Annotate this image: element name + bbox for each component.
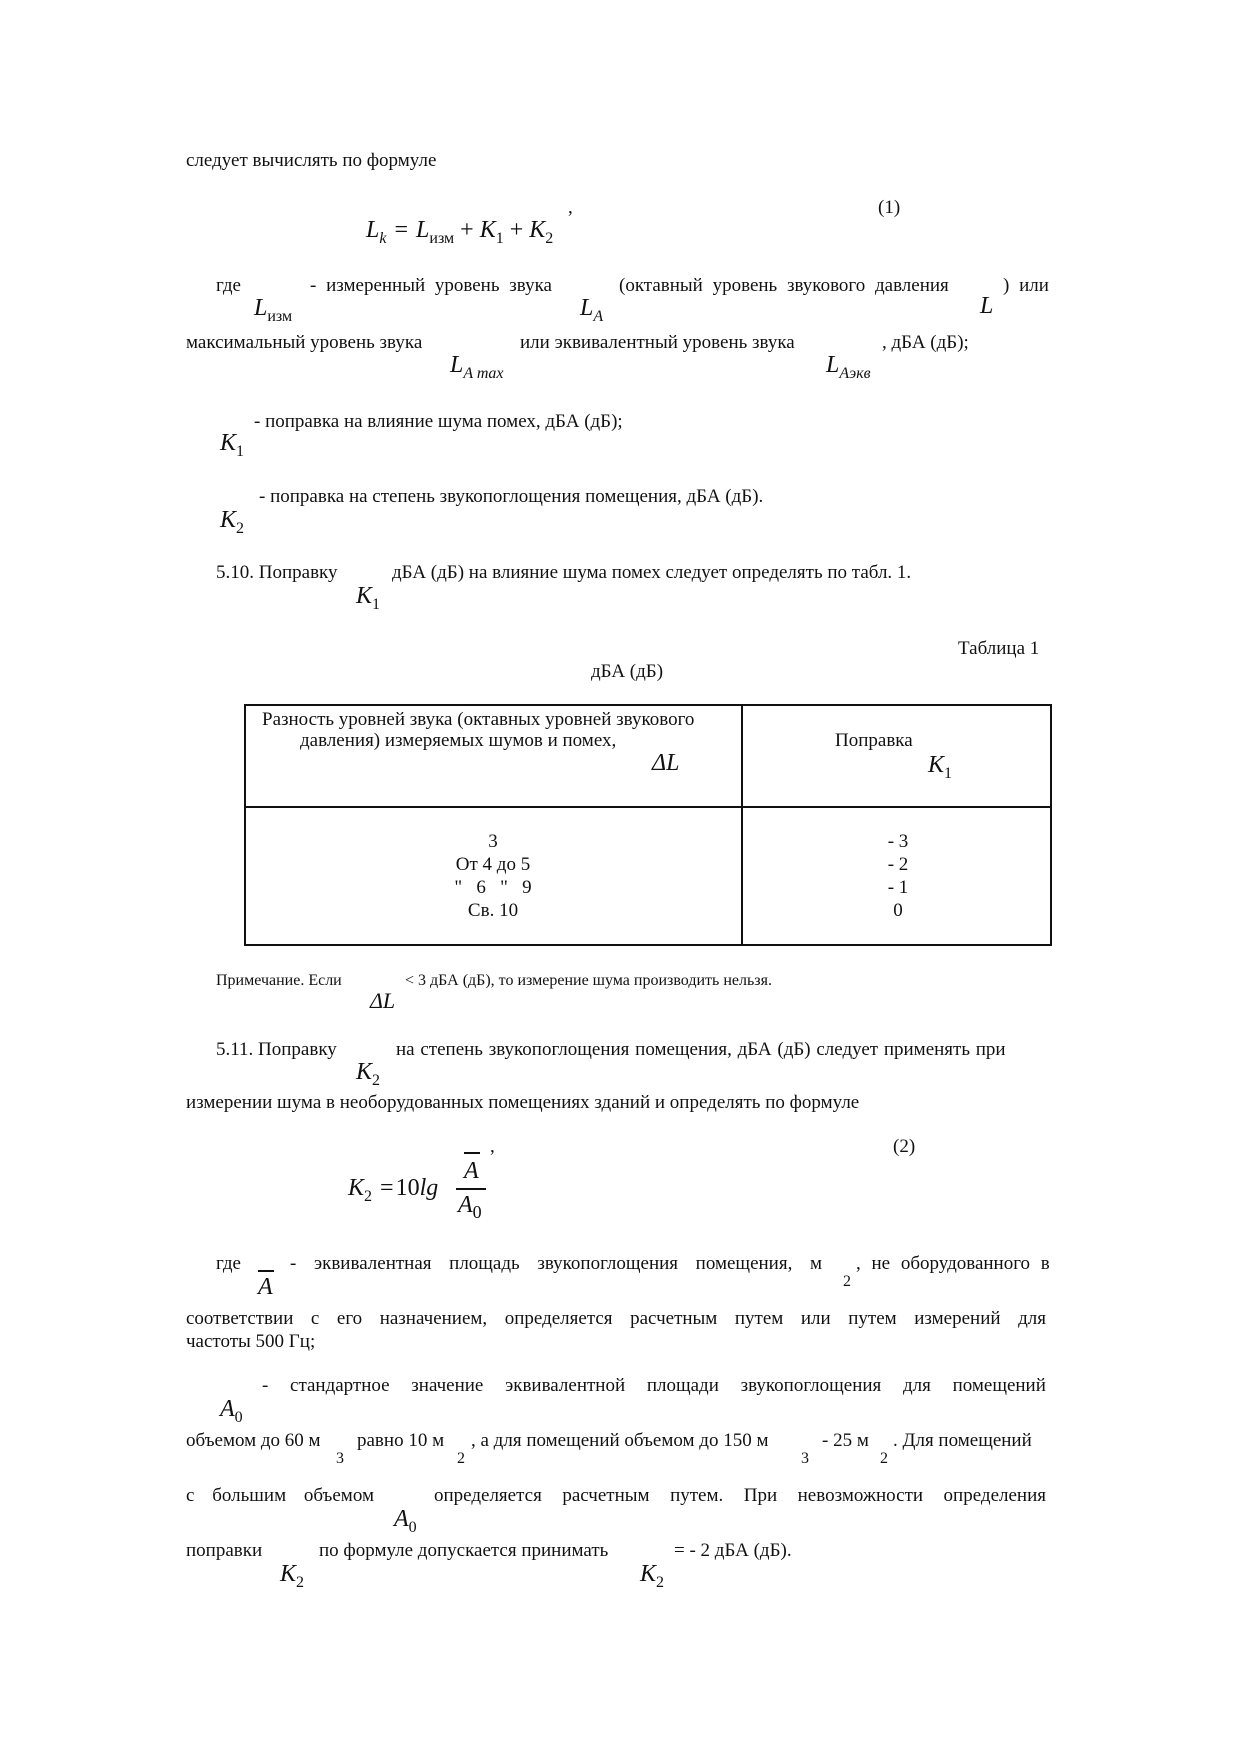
where1-octave: (октавный уровень звукового давления [619, 275, 949, 296]
where1-ili: ) или [1003, 275, 1049, 296]
sym-A0b-A: A [394, 1506, 409, 1532]
p511-b: на степень звукопоглощения помещения, дБА (дБ) следует применять при [396, 1039, 1006, 1060]
sym-K2a-K: K [220, 507, 237, 533]
where2-gde: где [216, 1253, 241, 1274]
formula-2-number: (2) [893, 1136, 916, 1157]
table-header-K1 [928, 752, 953, 782]
sym-K2b-idx: 2 [372, 1072, 381, 1089]
table-left-value: Св. 10 [467, 900, 519, 921]
table-K1-K: K [928, 752, 945, 778]
a0-line2-c: , а для помещений объемом до 150 м [471, 1430, 769, 1451]
table-K1-idx: 1 [944, 765, 953, 782]
formula-2-fraction-line [456, 1188, 486, 1190]
a0-w: звукопоглощения [740, 1375, 882, 1396]
table-right-value: - 2 [887, 854, 909, 875]
a0-l3: с [186, 1485, 195, 1506]
a0-line4-b: по формуле допускается принимать [319, 1540, 609, 1561]
sym-K1a-idx: 1 [236, 443, 245, 460]
a0-w: эквивалентной [505, 1375, 626, 1396]
f2-A0-zero: 0 [472, 1202, 482, 1222]
sym-LAmax-L: L [450, 352, 464, 378]
p511-a: 5.11. Поправку [216, 1039, 337, 1060]
f2-denominator [458, 1192, 482, 1222]
sym-A0a-A: A [220, 1396, 235, 1422]
sym-A0b-zero: 0 [408, 1519, 417, 1536]
a0-l3: определяется [434, 1485, 542, 1506]
table-header-right: Поправка [835, 730, 913, 751]
sym-K2d-K: K [640, 1561, 657, 1587]
symbol-L-A [580, 295, 604, 325]
where1-dba: , дБА (дБ); [882, 332, 969, 353]
table-header-delta: ΔL [652, 750, 680, 776]
a0-line2-sup2a: 2 [457, 1450, 465, 1467]
a0-w: - [262, 1375, 269, 1396]
formula-1 [366, 217, 554, 247]
symbol-L-Amax [450, 352, 504, 382]
sym-L-izm-L: L [254, 295, 268, 321]
f1-izm: изм [429, 230, 455, 247]
f1-plus1: + [460, 217, 474, 243]
w2-w: - [290, 1253, 297, 1274]
w2-w: помещения, [695, 1253, 793, 1274]
table-left-value: 3 [488, 831, 498, 852]
f1-plus2: + [509, 217, 524, 243]
formula-1-comma: , [568, 197, 573, 218]
p510-a: 5.10. Поправку [216, 562, 338, 583]
a0-l3: объемом [303, 1485, 374, 1506]
sym-K2d-idx: 2 [656, 1574, 665, 1591]
table-border-bottom [244, 944, 1052, 946]
w2-l2: его [336, 1308, 363, 1329]
table-left-column [246, 830, 740, 922]
w2-w: м [809, 1253, 822, 1274]
f2-eq: = [380, 1175, 394, 1201]
table-units: дБА (дБ) [591, 661, 664, 682]
where2-A: A [258, 1274, 273, 1300]
where1-or-equiv: или эквивалентный уровень звука [520, 332, 795, 353]
table-right-column [843, 830, 953, 922]
sym-K2b-K: K [356, 1059, 373, 1085]
a0-line3-right [434, 1486, 1046, 1505]
where2-line3: частоты 500 Гц; [186, 1331, 316, 1352]
where2-sup2: 2 [843, 1273, 851, 1290]
w2-l2: путем [848, 1308, 897, 1329]
a0-line4-c: = - 2 дБА (дБ). [674, 1540, 792, 1561]
where2-line2 [186, 1309, 1046, 1328]
sym-LAmax-sub: A max [463, 365, 504, 382]
sym-K2a-idx: 2 [236, 520, 245, 537]
symbol-K2-d [640, 1561, 665, 1591]
a0-w: для [902, 1375, 931, 1396]
w2-w: площадь [449, 1253, 520, 1274]
a0-line4-a: поправки [186, 1540, 263, 1561]
a0-line2-sup3a: 3 [336, 1450, 344, 1467]
a0-line1 [262, 1376, 1046, 1395]
sym-A0a-zero: 0 [234, 1409, 243, 1426]
k1-description: - поправка на влияние шума помех, дБА (дБ); [254, 411, 623, 432]
where1-max-level: максимальный уровень звука [186, 332, 423, 353]
w2-l2: определяется [504, 1308, 613, 1329]
p511-c: измерении шума в необорудованных помещениях зданий и определять по формуле [186, 1092, 860, 1113]
symbol-A0-a [220, 1396, 243, 1426]
symbol-K2-b [356, 1059, 381, 1089]
p510-b: дБА (дБ) на влияние шума помех следует определять по табл. 1. [392, 562, 912, 583]
a0-line2-a: объемом до 60 м [186, 1430, 321, 1451]
a0-l3: При [743, 1485, 778, 1506]
where2-line1 [290, 1254, 822, 1273]
a0-l3: невозможности [797, 1485, 924, 1506]
table-header-left-1: Разность уровней звука (октавных уровней звукового [262, 709, 695, 730]
w2-l2: с [310, 1308, 320, 1329]
w2-l2: назначением, [379, 1308, 488, 1329]
f1-two: 2 [545, 230, 554, 247]
formula-2-comma: , [490, 1136, 495, 1157]
a0-w: помещений [952, 1375, 1046, 1396]
symbol-L: L [980, 293, 994, 319]
table-left-value: " 6 " 9 [454, 877, 532, 898]
f2-A0-A: A [458, 1192, 473, 1218]
f1-K1: K [479, 217, 496, 243]
sym-LAekv-sub: Aэкв [839, 365, 871, 382]
f2-ten: 10 [395, 1175, 420, 1201]
a0-line2-sup3b: 3 [801, 1450, 809, 1467]
symbol-K2-a [220, 507, 245, 537]
sym-K2c-idx: 2 [296, 1574, 305, 1591]
symbol-K1-a [220, 430, 245, 460]
a0-l3: путем. [670, 1485, 724, 1506]
sym-K1a-K: K [220, 430, 237, 456]
symbol-L-Aekv [826, 352, 871, 382]
f2-lg: lg [419, 1175, 439, 1201]
table-header-left-2: давления) измеряемых шумов и помех, [300, 730, 617, 751]
f2-numerator-A: A [464, 1158, 479, 1184]
f1-k: k [379, 230, 387, 247]
sym-L-izm-sub: изм [267, 308, 293, 325]
a0-line2-d: - 25 м [822, 1430, 869, 1451]
formula-2-abar [464, 1152, 480, 1154]
note-a: Примечание. Если [216, 972, 342, 989]
table-border-divider [741, 704, 743, 946]
formula-1-number: (1) [878, 197, 901, 218]
where1-measured: - измеренный уровень звука [310, 275, 552, 296]
sym-K2c-K: K [280, 1561, 297, 1587]
sym-K1b-K: K [356, 583, 373, 609]
a0-w: стандартное [290, 1375, 390, 1396]
w2-w: звукопоглощения [537, 1253, 679, 1274]
symbol-L-izm [254, 295, 293, 325]
table-right-value: 0 [893, 900, 903, 921]
note-b: < 3 дБА (дБ), то измерение шума производить нельзя. [405, 972, 772, 989]
where1-gde: где [216, 275, 241, 296]
intro-text: следует вычислять по формуле [186, 150, 437, 171]
sym-K1b-idx: 1 [372, 596, 381, 613]
table-label: Таблица 1 [958, 638, 1040, 659]
sym-LA-sub: A [593, 308, 604, 325]
formula-2-left [348, 1175, 439, 1205]
f1-one: 1 [495, 230, 504, 247]
sym-LA-L: L [580, 295, 594, 321]
w2-l2: измерений [914, 1308, 1001, 1329]
a0-line2-sup2b: 2 [880, 1450, 888, 1467]
w2-l2: для [1018, 1308, 1046, 1329]
sym-LAekv-L: L [826, 352, 840, 378]
w2-l2: путем [734, 1308, 784, 1329]
where2-abar [258, 1270, 274, 1272]
table-border-middle [244, 806, 1052, 808]
k2-description: - поправка на степень звукопоглощения помещения, дБА (дБ). [259, 486, 764, 507]
a0-line2-b: равно 10 м [357, 1430, 445, 1451]
f2-K: K [348, 1175, 365, 1201]
a0-l3: определения [943, 1485, 1046, 1506]
table-border-top [244, 704, 1052, 706]
w2-l2: или [800, 1308, 831, 1329]
note-delta: ΔL [370, 988, 396, 1013]
where2-tail: , не оборудованного в [856, 1253, 1050, 1274]
w2-w: эквивалентная [313, 1253, 432, 1274]
symbol-K1-b [356, 583, 381, 613]
f1-L: L [366, 217, 380, 243]
a0-l3: большим [212, 1485, 287, 1506]
symbol-K2-c [280, 1561, 305, 1591]
a0-line3-left [186, 1486, 374, 1505]
w2-l2: расчетным [630, 1308, 718, 1329]
a0-l3: расчетным [562, 1485, 650, 1506]
w2-l2: соответствии [186, 1308, 294, 1329]
a0-w: площади [646, 1375, 719, 1396]
table-right-value: - 3 [887, 831, 909, 852]
f1-K2: K [529, 217, 546, 243]
a0-w: значение [411, 1375, 484, 1396]
table-border-right [1050, 704, 1052, 946]
symbol-A0-b [394, 1506, 417, 1536]
table-left-value: От 4 до 5 [455, 854, 531, 875]
f1-eq: = [394, 217, 409, 243]
table-right-value: - 1 [887, 877, 909, 898]
f2-two: 2 [364, 1188, 373, 1205]
a0-line2-e: . Для помещений [893, 1430, 1032, 1451]
f1-L2: L [416, 217, 430, 243]
